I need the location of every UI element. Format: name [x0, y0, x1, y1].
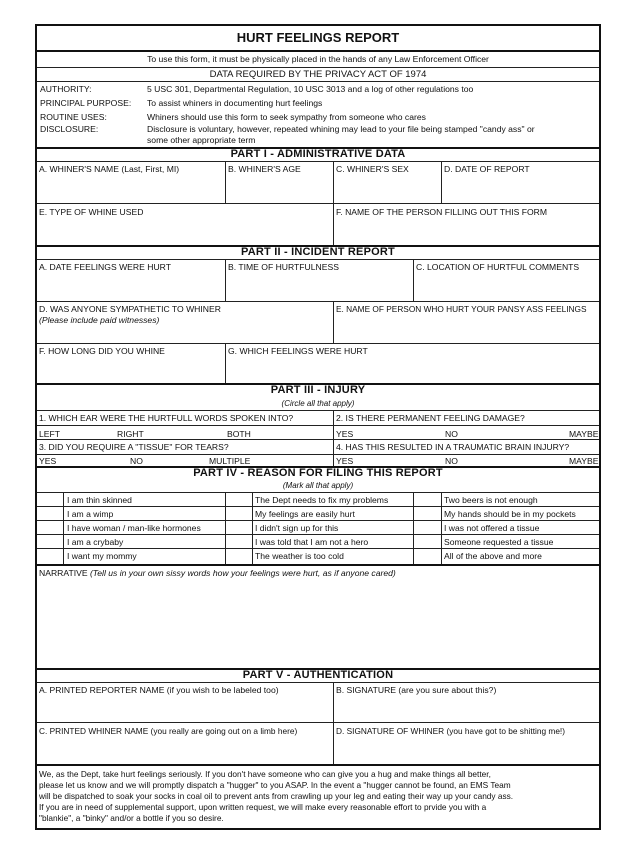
footer-line: will be dispatched to soak your socks in coal oil to prevent ants from crawling up your leg and eating their way up your candy ass.	[39, 791, 514, 801]
footer-line: We, as the Dept, take hurt feelings seriously. If you don't have someone who can give you a hug and make things all better,	[39, 769, 491, 779]
q4-option-yes[interactable]: YES	[336, 456, 354, 466]
footer-line: please let us know and we will promptly dispatch a "hugger" to you ASAP. In the event a "hugger cannot be found, an EMS Team	[39, 780, 511, 790]
person-who-hurt-field[interactable]	[333, 301, 601, 343]
reason-checkbox[interactable]	[225, 520, 252, 534]
reason-label: I am a crybaby	[67, 537, 124, 547]
location-field[interactable]	[413, 259, 601, 301]
reason-label: The weather is too cold	[255, 551, 344, 561]
how-long-whine-label: F. HOW LONG DID YOU WHINE	[39, 346, 165, 356]
q1-option-left[interactable]: LEFT	[39, 429, 61, 439]
reason-checkbox[interactable]	[225, 506, 252, 520]
q3-option-multiple[interactable]: MULTIPLE	[209, 456, 251, 466]
q2-option-no[interactable]: NO	[445, 429, 458, 439]
reason-checkbox[interactable]	[225, 548, 252, 562]
authority-label: AUTHORITY:	[40, 84, 92, 94]
instructions: To use this form, it must be physically placed in the hands of any Law Enforcement Officer	[147, 54, 489, 64]
whiner-signature-field[interactable]	[333, 722, 601, 764]
reason-label: My feelings are easily hurt	[255, 509, 355, 519]
date-of-report-field[interactable]	[441, 161, 601, 203]
date-feelings-hurt-label: A. DATE FEELINGS WERE HURT	[39, 262, 171, 272]
part5-title: PART V - AUTHENTICATION	[242, 669, 394, 681]
reason-checkbox[interactable]	[413, 492, 441, 506]
feelings-hurt-label: G. WHICH FEELINGS WERE HURT	[228, 346, 368, 356]
divider	[37, 50, 599, 52]
divider	[441, 492, 442, 564]
person-who-hurt-label: E. NAME OF PERSON WHO HURT YOUR PANSY ASS FEELINGS	[336, 304, 587, 314]
whiner-name-label: A. WHINER'S NAME (Last, First, MI)	[39, 164, 180, 174]
reason-checkbox[interactable]	[413, 534, 441, 548]
narrative-label: NARRATIVE	[39, 568, 88, 578]
reason-label: I was not offered a tissue	[444, 523, 540, 533]
form-title: HURT FEELINGS REPORT	[236, 30, 400, 45]
whiner-sex-field[interactable]	[333, 161, 441, 203]
q2-option-maybe[interactable]: MAYBE	[569, 429, 599, 439]
reason-checkbox[interactable]	[37, 534, 63, 548]
reason-label: Two beers is not enough	[444, 495, 538, 505]
q2-option-yes[interactable]: YES	[336, 429, 354, 439]
hurt-feelings-report-form	[35, 24, 601, 830]
printed-whiner-name-field[interactable]	[37, 722, 333, 764]
divider	[37, 520, 599, 521]
how-long-whine-field[interactable]	[37, 343, 225, 383]
narrative-note: (Tell us in your own sissy words how your feelings were hurt, as if anyone cared)	[89, 568, 396, 578]
divider	[37, 410, 599, 411]
divider	[37, 506, 599, 507]
divider	[37, 439, 599, 440]
feelings-hurt-field[interactable]	[225, 343, 601, 383]
sympathetic-label: D. WAS ANYONE SYMPATHETIC TO WHINER	[39, 304, 221, 314]
routine-label: ROUTINE USES:	[40, 112, 107, 122]
q3-option-yes[interactable]: YES	[39, 456, 57, 466]
disclosure-value: Disclosure is voluntary, however, repeated whining may lead to your file being stamped "candy ass" or	[147, 124, 535, 134]
q4-label: 4. HAS THIS RESULTED IN A TRAUMATIC BRAIN INJURY?	[336, 442, 570, 452]
reason-checkbox[interactable]	[225, 534, 252, 548]
divider	[37, 425, 599, 426]
person-filling-form-label: F. NAME OF THE PERSON FILLING OUT THIS FORM	[336, 207, 548, 217]
q4-option-maybe[interactable]: MAYBE	[569, 456, 599, 466]
reason-label: I have woman / man-like hormones	[67, 523, 201, 533]
printed-whiner-name-label: C. PRINTED WHINER NAME (you really are going out on a limb here)	[39, 726, 298, 736]
disclosure-value-cont: some other appropriate term	[147, 135, 256, 145]
whiner-age-field[interactable]	[225, 161, 333, 203]
authority-value: 5 USC 301, Departmental Regulation, 10 USC 3013 and a log of other regulations too	[147, 84, 474, 94]
divider	[37, 81, 599, 82]
purpose-value: To assist whiners in documenting hurt feelings	[147, 98, 323, 108]
type-of-whine-label: E. TYPE OF WHINE USED	[39, 207, 144, 217]
location-label: C. LOCATION OF HURTFUL COMMENTS	[416, 262, 580, 272]
q4-option-no[interactable]: NO	[445, 456, 458, 466]
reason-checkbox[interactable]	[413, 548, 441, 562]
sympathetic-note: (Please include paid witnesses)	[39, 315, 160, 325]
divider	[37, 454, 599, 455]
reason-checkbox[interactable]	[37, 548, 63, 562]
reason-label: All of the above and more	[444, 551, 542, 561]
part3-title: PART III - INJURY	[270, 384, 366, 396]
reason-checkbox[interactable]	[225, 492, 252, 506]
type-of-whine-field[interactable]	[37, 203, 333, 245]
routine-value: Whiners should use this form to seek sympathy from someone who cares	[147, 112, 426, 122]
signature-label: B. SIGNATURE (are you sure about this?)	[336, 685, 497, 695]
part4-title: PART IV - REASON FOR FILING THIS REPORT	[193, 467, 443, 479]
reason-label: I didn't sign up for this	[255, 523, 339, 533]
footer-line: If you are in need of supplemental support, upon written request, we will make every reasonable effort to prvide you with a	[39, 802, 487, 812]
q2-label: 2. IS THERE PERMANENT FEELING DAMAGE?	[336, 413, 525, 423]
divider	[252, 492, 253, 564]
divider	[37, 548, 599, 549]
whiner-signature-label: D. SIGNATURE OF WHINER (you have got to be shitting me!)	[336, 726, 565, 736]
reason-label: Someone requested a tissue	[444, 537, 554, 547]
whiner-age-label: B. WHINER'S AGE	[228, 164, 301, 174]
privacy-header: DATA REQUIRED BY THE PRIVACY ACT OF 1974	[209, 69, 427, 80]
divider	[37, 764, 599, 766]
divider	[37, 534, 599, 535]
printed-reporter-name-field[interactable]	[37, 682, 333, 722]
reason-label: I was told that I am not a hero	[255, 537, 369, 547]
reason-checkbox[interactable]	[37, 520, 63, 534]
reason-checkbox[interactable]	[413, 506, 441, 520]
date-feelings-hurt-field[interactable]	[37, 259, 225, 301]
q3-option-no[interactable]: NO	[130, 456, 143, 466]
divider	[333, 410, 334, 466]
reason-label: My hands should be in my pockets	[444, 509, 576, 519]
footer-line: "blankie", a "binky" and/or a bottle if you so desire.	[39, 813, 224, 823]
whiner-sex-label: C. WHINER'S SEX	[336, 164, 409, 174]
divider	[37, 67, 599, 68]
reason-label: I want my mommy	[67, 551, 137, 561]
part1-title: PART I - ADMINISTRATIVE DATA	[230, 148, 406, 160]
divider	[37, 492, 599, 493]
reason-checkbox[interactable]	[37, 506, 63, 520]
part4-note: (Mark all that apply)	[282, 481, 354, 490]
reason-label: I am thin skinned	[67, 495, 132, 505]
time-of-hurtfulness-label: B. TIME OF HURTFULNESS	[228, 262, 339, 272]
q1-option-right[interactable]: RIGHT	[117, 429, 144, 439]
printed-reporter-name-label: A. PRINTED REPORTER NAME (if you wish to be labeled too)	[39, 685, 279, 695]
disclosure-label: DISCLOSURE:	[40, 124, 99, 134]
reason-checkbox[interactable]	[413, 520, 441, 534]
person-filling-form-field[interactable]	[333, 203, 601, 245]
purpose-label: PRINCIPAL PURPOSE:	[40, 98, 132, 108]
reason-label: I am a wimp	[67, 509, 114, 519]
narrative-heading	[39, 568, 396, 578]
narrative-field[interactable]	[37, 564, 599, 668]
reason-checkbox[interactable]	[37, 492, 63, 506]
time-of-hurtfulness-field[interactable]	[225, 259, 413, 301]
q1-option-both[interactable]: BOTH	[227, 429, 251, 439]
date-of-report-label: D. DATE OF REPORT	[444, 164, 530, 174]
part3-note: (Circle all that apply)	[281, 399, 355, 408]
sympathetic-field[interactable]	[37, 301, 333, 343]
whiner-name-field[interactable]	[37, 161, 225, 203]
q3-label: 3. DID YOU REQUIRE A "TISSUE" FOR TEARS?	[39, 442, 229, 452]
reason-label: The Dept needs to fix my problems	[255, 495, 389, 505]
q1-label: 1. WHICH EAR WERE THE HURTFULL WORDS SPOKEN INTO?	[39, 413, 294, 423]
divider	[63, 492, 64, 564]
signature-field[interactable]	[333, 682, 601, 722]
part2-title: PART II - INCIDENT REPORT	[241, 246, 395, 258]
